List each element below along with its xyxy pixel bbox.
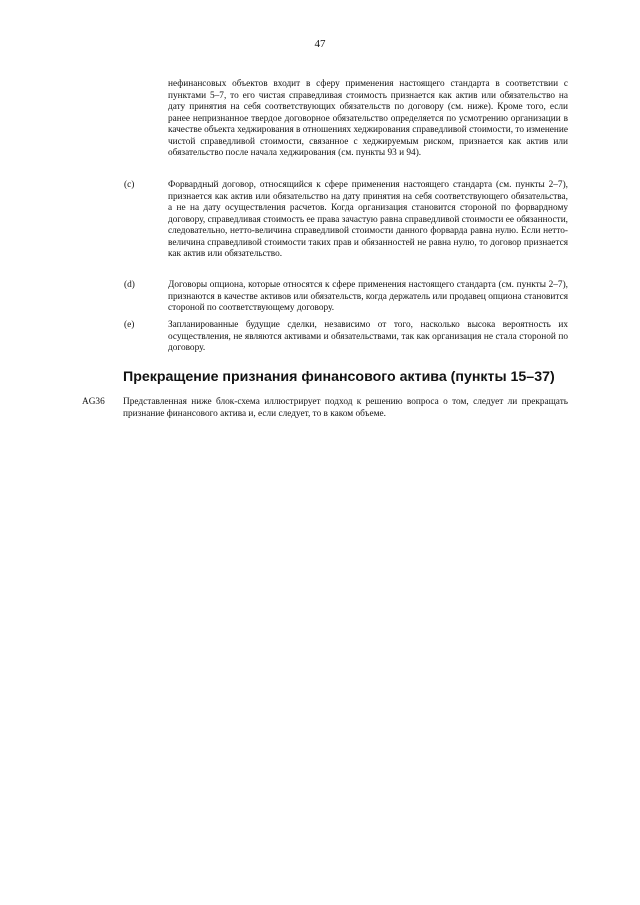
paragraph-text: Представленная ниже блок-схема иллюстрирует подход к решению вопроса о том, следует ли прекращать признание финансового актива и, если следует, то в каком объеме. (123, 397, 568, 419)
paragraph-label: AG36 (82, 397, 105, 407)
list-item-label: (d) (124, 280, 135, 290)
list-item-text: Запланированные будущие сделки, независимо от того, насколько высока вероятность их осуществления, не являются активами и обязательствами, так как организация не стала стороной по договору. (168, 320, 568, 353)
list-item-label: (e) (124, 320, 135, 330)
section-heading: Прекращение признания финансового актива (пункты 15–37) (123, 369, 555, 385)
continued-paragraph: нефинансовых объектов входит в сферу применения настоящего стандарта в соответствии с пунктами 5–7, то его чистая справедливая стоимость признается как актив или обязательство на дату принятия на себя соответствующих обязательств по договору (см. ниже). Кроме того, если ранее непризнанное твердое договорное обязательство определяется по усмотрению организации в качестве объекта хеджирования в отношениях хеджирования справедливой стоимости, то изменение чистой справедливой стоимости, связанное с хеджируемым риском, признается как актив или обязательство после начала хеджирования (см. пункты 93 и 94). (168, 79, 568, 158)
page-number: 47 (314, 38, 326, 50)
list-item-text: Форвардный договор, относящийся к сфере применения настоящего стандарта (см. пункты 2–7), признается как актив или обязательство на дату принятия на себя соответствующего обязательства, а не на дату осуществления расчетов. Когда организация становится стороной по форвардному договору, справедливая стоимость ее права зачастую равна справедливой стоимости ее обязанности, следовательно, нетто-величина справедливой стоимости данного форварда равна нулю. Если нетто-величина справедливой стоимости таких прав и обязанностей не равна нулю, то договор признается как актив или обязательство. (168, 180, 568, 259)
list-item-label: (c) (124, 180, 135, 190)
list-item-text: Договоры опциона, которые относятся к сфере применения настоящего стандарта (см. пункты 2–7), признаются в качестве активов или обязательств, когда держатель или продавец опциона становится стороной по соответствующему договору. (168, 280, 568, 313)
